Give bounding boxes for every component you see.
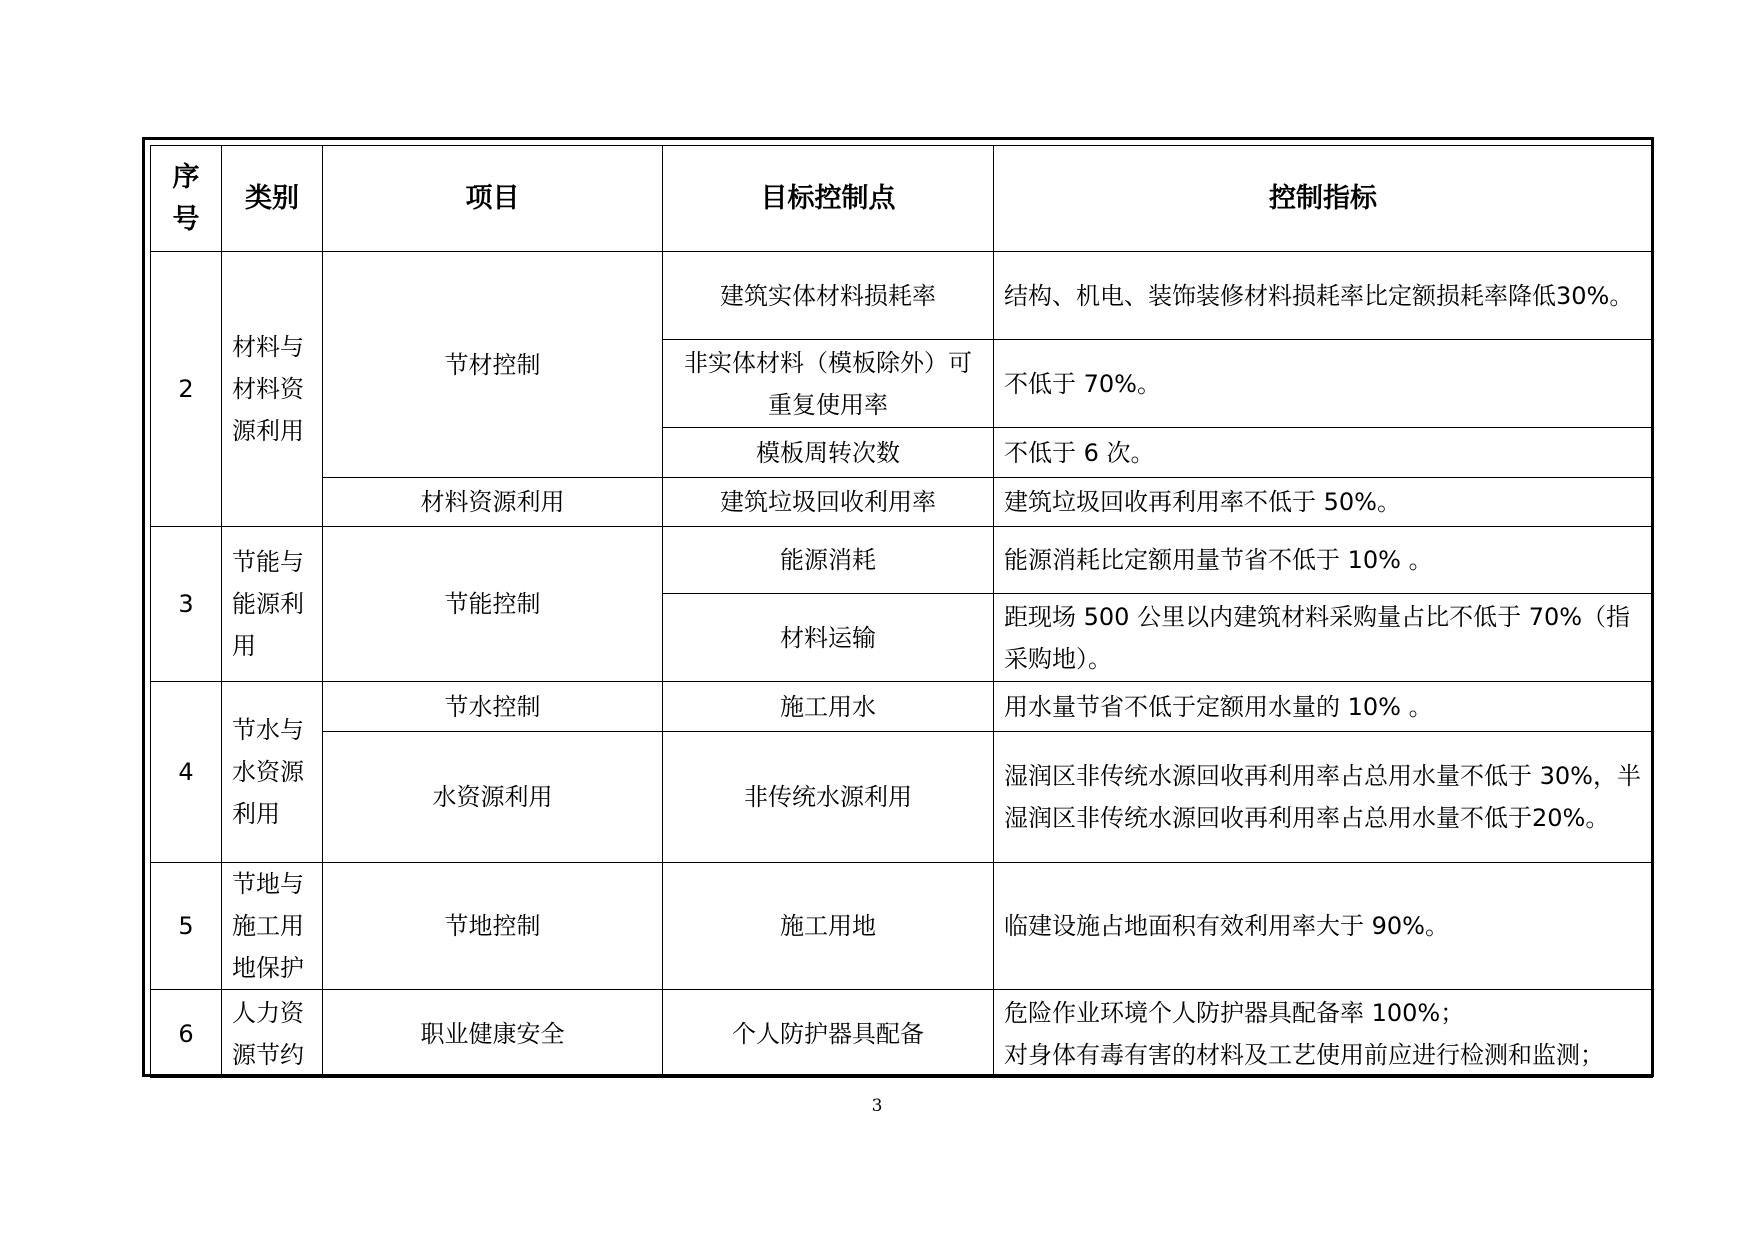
row-indicator: 临建设施占地面积有效利用率大于 90%。 — [994, 863, 1653, 990]
row-indicator: 能源消耗比定额用量节省不低于 10% 。 — [994, 527, 1653, 594]
row-item: 节材控制 — [323, 252, 663, 478]
row-target: 材料运输 — [663, 594, 994, 682]
row-index: 6 — [151, 990, 222, 1078]
table-row — [151, 527, 1653, 594]
header-category: 类别 — [222, 146, 323, 252]
header-indicator: 控制指标 — [994, 146, 1653, 252]
row-indicator — [994, 990, 1653, 1078]
table-row — [151, 863, 1653, 990]
header-row — [151, 146, 1653, 252]
row-item: 职业健康安全 — [323, 990, 663, 1078]
row-item: 材料资源利用 — [323, 478, 663, 527]
row-target: 非实体材料（模板除外）可重复使用率 — [663, 340, 994, 428]
row-target: 施工用水 — [663, 682, 994, 732]
row-category: 节地与施工用地保护 — [222, 863, 323, 990]
row-category: 人力资源节约 — [222, 990, 323, 1078]
row-indicator: 建筑垃圾回收再利用率不低于 50%。 — [994, 478, 1653, 527]
row-indicator: 用水量节省不低于定额用水量的 10% 。 — [994, 682, 1653, 732]
control-indicator-table — [150, 145, 1653, 1078]
row-target: 模板周转次数 — [663, 428, 994, 478]
row-item: 节地控制 — [323, 863, 663, 990]
row-index: 4 — [151, 682, 222, 863]
row-indicator: 不低于 70%。 — [994, 340, 1653, 428]
row-indicator: 湿润区非传统水源回收再利用率占总用水量不低于 30%，半湿润区非传统水源回收再利用率占总用水量不低于20%。 — [994, 732, 1653, 863]
row-target: 施工用地 — [663, 863, 994, 990]
row-category: 材料与材料资源利用 — [222, 252, 323, 527]
header-index: 序号 — [151, 146, 222, 252]
row-indicator: 不低于 6 次。 — [994, 428, 1653, 478]
row-target: 能源消耗 — [663, 527, 994, 594]
header-target: 目标控制点 — [663, 146, 994, 252]
table-frame — [142, 137, 1654, 1077]
row-index: 3 — [151, 527, 222, 682]
table-row — [151, 478, 1653, 527]
header-item: 项目 — [323, 146, 663, 252]
indicator-line: 对身体有毒有害的材料及工艺使用前应进行检测和监测； — [1004, 1040, 1604, 1069]
table-row — [151, 682, 1653, 732]
row-indicator: 距现场 500 公里以内建筑材料采购量占比不低于 70%（指采购地）。 — [994, 594, 1653, 682]
row-index: 5 — [151, 863, 222, 990]
table-row — [151, 990, 1653, 1078]
row-item: 节能控制 — [323, 527, 663, 682]
row-target: 建筑垃圾回收利用率 — [663, 478, 994, 527]
row-category: 节水与水资源利用 — [222, 682, 323, 863]
row-item: 水资源利用 — [323, 732, 663, 863]
row-target: 个人防护器具配备 — [663, 990, 994, 1078]
row-indicator: 结构、机电、装饰装修材料损耗率比定额损耗率降低30%。 — [994, 252, 1653, 340]
table-row — [151, 252, 1653, 340]
row-index: 2 — [151, 252, 222, 527]
row-target: 建筑实体材料损耗率 — [663, 252, 994, 340]
table-row — [151, 732, 1653, 863]
row-target: 非传统水源利用 — [663, 732, 994, 863]
page-number: 3 — [871, 1096, 883, 1116]
row-item: 节水控制 — [323, 682, 663, 732]
row-category: 节能与能源利用 — [222, 527, 323, 682]
indicator-line: 危险作业环境个人防护器具配备率 100%； — [1004, 998, 1465, 1027]
